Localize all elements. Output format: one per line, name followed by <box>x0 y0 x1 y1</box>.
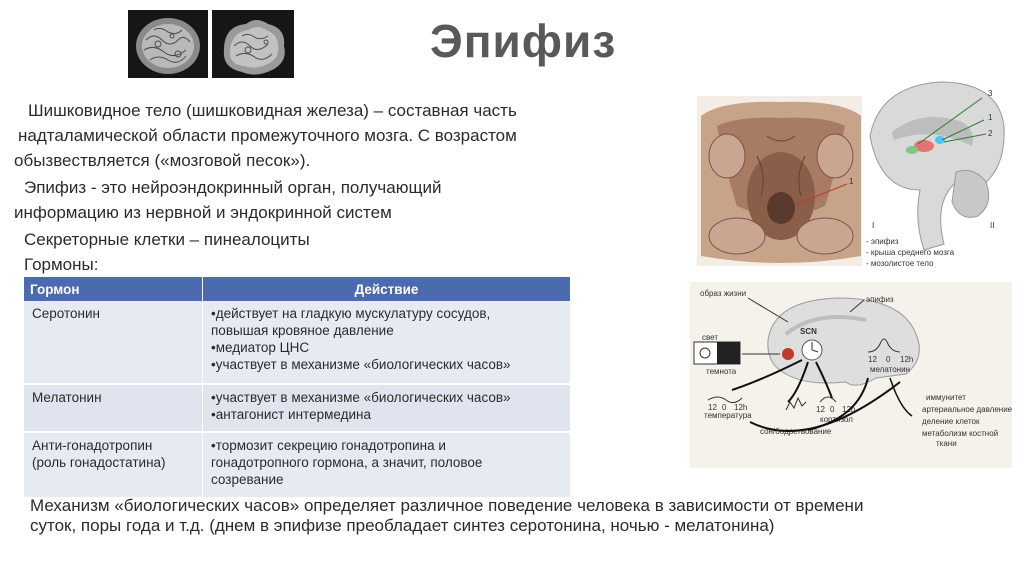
action-line: •антагонист интермедина <box>211 407 371 422</box>
paragraph-line-6: Секреторные клетки – пинеалоциты <box>24 230 310 249</box>
paragraph-line-4: Эпифиз - это нейроэндокринный орган, получающий <box>24 178 442 197</box>
scn-label: SCN <box>800 327 817 336</box>
action-line: •медиатор ЦНС <box>211 340 310 355</box>
brain-legend-1: - эпифиз <box>866 237 899 246</box>
darkness-label: темнота <box>706 367 737 376</box>
hormone-name-line: Анти-гонадотропин <box>32 438 153 453</box>
light-label: свет <box>702 333 719 342</box>
sleep-label: сон/бодрствование <box>760 427 832 436</box>
table-row <box>24 301 571 384</box>
hormone-table <box>24 277 571 499</box>
paragraph-line-5: информацию из нервной и эндокринной систем <box>14 203 392 222</box>
paragraph-line-1: Шишковидное тело (шишковидная железа) – составная часть <box>28 101 517 120</box>
hormone-actions <box>203 301 571 384</box>
action-line: •участвует в механизме «биологических часов» <box>211 357 511 372</box>
melatonin-label: мелатонин <box>870 365 910 374</box>
anatomy-photo <box>697 96 865 266</box>
hormone-actions <box>203 384 571 432</box>
effect-1: иммунитет <box>926 393 966 402</box>
hormone-actions <box>203 432 571 498</box>
action-line: •тормозит секрецию гонадотропина и <box>211 438 446 453</box>
cortisol-label: кортизол <box>820 415 853 424</box>
action-line: повышая кровяное давление <box>211 323 394 338</box>
action-line: гонадотропного гормона, а значит, половое <box>211 455 483 470</box>
brain-number-1: 1 <box>988 113 993 122</box>
cortisol-tick-1: 12 <box>816 405 825 414</box>
melatonin-tick-2: 0 <box>886 355 891 364</box>
hormone-name: Мелатонин <box>24 384 203 432</box>
brain-number-3: 3 <box>988 89 993 98</box>
cortisol-tick-3: 12h <box>842 405 856 414</box>
epiphysis-label: эпифиз <box>866 295 894 304</box>
brain-roman-right: II <box>990 221 995 230</box>
temp-tick-3: 12h <box>734 403 748 412</box>
melatonin-tick-1: 12 <box>868 355 877 364</box>
anatomy-number: 1 <box>849 177 854 186</box>
effect-5: ткани <box>936 439 957 448</box>
effect-3: деление клеток <box>922 417 980 426</box>
action-line: •действует на гладкую мускулатуру сосудов, <box>211 306 491 321</box>
micrograph-left-image <box>128 10 208 78</box>
temp-tick-2: 0 <box>722 403 727 412</box>
paragraph-line-2: надталамической области промежуточного мозга. С возрастом <box>18 126 517 145</box>
lifestyle-label: образ жизни <box>700 289 747 298</box>
brain-number-2: 2 <box>988 129 993 138</box>
hormone-name: Серотонин <box>24 301 203 384</box>
brain-legend-2: - крыша среднего мозга <box>866 248 955 257</box>
paragraph-line-3: обызвествляется («мозговой песок»). <box>14 151 311 170</box>
effect-4: метаболизм костной <box>922 429 999 438</box>
action-line: созревание <box>211 472 284 487</box>
table-row <box>24 432 571 498</box>
table-header-hormone: Гормон <box>24 277 203 301</box>
cortisol-tick-2: 0 <box>830 405 835 414</box>
hormone-name-line: (роль гонадостатина) <box>32 455 166 470</box>
brain-legend-3: - мозолистое тело <box>866 259 934 268</box>
melatonin-tick-3: 12h <box>900 355 914 364</box>
temperature-label: температура <box>704 411 752 420</box>
hormone-name <box>24 432 203 498</box>
table-row <box>24 384 571 432</box>
micrograph-right-image <box>212 10 294 78</box>
effect-2: артериальное давление <box>922 405 1012 414</box>
biological-clock-diagram <box>690 282 1012 468</box>
bottom-note: Механизм «биологических часов» определяет различное поведение человека в зависимости от времени суток, поры года и т.д. (днем в эпифизе преобладает синтез серотонина, ночью - мелатонина) <box>30 496 864 535</box>
temp-tick-1: 12 <box>708 403 717 412</box>
page-title: Эпифиз <box>430 15 617 67</box>
action-line: •участвует в механизме «биологических часов» <box>211 390 511 405</box>
brain-sagittal-figure <box>862 76 1010 272</box>
brain-roman-left: I <box>872 221 875 230</box>
paragraph-line-7: Гормоны: <box>24 255 99 274</box>
table-header-action: Действие <box>203 277 571 301</box>
